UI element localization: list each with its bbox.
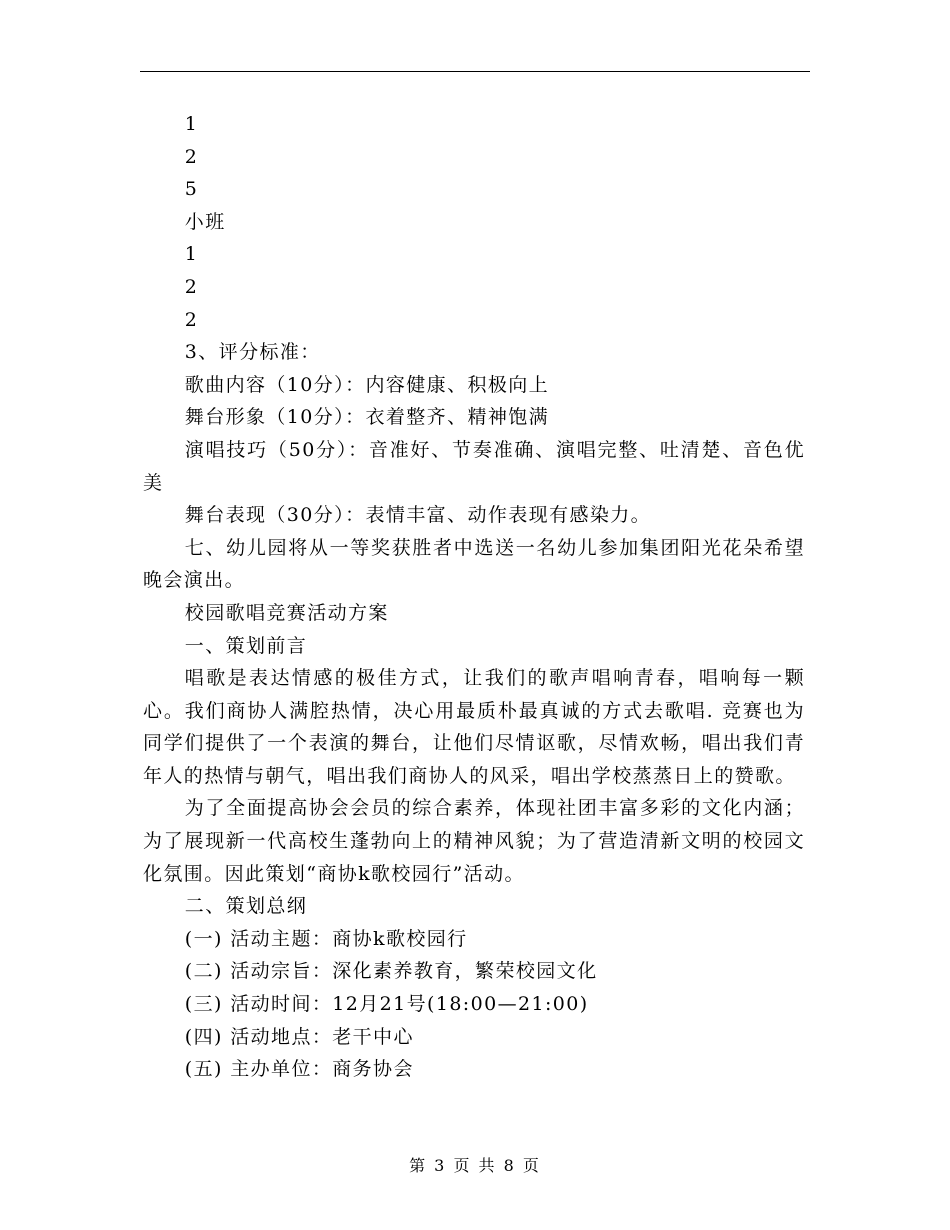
class-label: 小班: [184, 210, 226, 233]
preface-paragraph: 唱歌是表达情感的极佳方式，让我们的歌声唱响青春，唱响每一颗心。我们商协人满腔热情，决心用最质朴最真诚的方式去歌唱. 竞赛也为同学们提供了一个表演的舞台，让他们尽情讴歌，尽情欢畅，唱出我们青年人的热情与朝气，唱出我们商协人的风采，唱出学校蒸蒸日上的赞歌。: [143, 667, 805, 787]
scoring-item-performance: 舞台表现（30分）：表情丰富、动作表现有感染力。: [184, 504, 652, 527]
list-number: 1: [184, 113, 199, 135]
list-number: 2: [184, 145, 199, 168]
outline-item-organizer: (五) 主办单位：商务协会: [184, 1058, 414, 1081]
scoring-item-content: 歌曲内容（10分）：内容健康、积极向上: [184, 373, 550, 396]
plan-title: 校园歌唱竞赛活动方案: [184, 601, 389, 624]
purpose-paragraph: 为了全面提高协会会员的综合素养，体现社团丰富多彩的文化内涵；为了展现新一代高校生蓬勃向上的精神风貌；为了营造清新文明的校园文化氛围。因此策划“商协k歌校园行”活动。: [143, 797, 805, 885]
outline-item-location: (四) 活动地点：老干中心: [184, 1025, 414, 1048]
section-heading-outline: 二、策划总纲: [184, 895, 308, 918]
scoring-item-skill: 演唱技巧（50分）：音准好、节奏准确、演唱完整、吐清楚、音色优美: [143, 438, 805, 494]
list-number: 5: [184, 178, 199, 201]
section-heading-preface: 一、策划前言: [184, 634, 308, 657]
list-number: 1: [184, 243, 199, 266]
outline-item-aim: (二) 活动宗旨：深化素养教育，繁荣校园文化: [184, 960, 598, 983]
scoring-heading: 3、评分标准：: [184, 341, 321, 364]
outline-item-theme: (一) 活动主题：商协k歌校园行: [184, 927, 468, 950]
document-body: [143, 108, 805, 1086]
section-seven-paragraph: 七、幼儿园将从一等奖获胜者中选送一名幼儿参加集团阳光花朵希望晚会演出。: [143, 536, 805, 592]
outline-item-time: (三) 活动时间：12月21号(18:00—21:00): [184, 993, 589, 1016]
header-rule: [140, 71, 810, 72]
list-number: 2: [184, 275, 199, 298]
scoring-item-image: 舞台形象（10分）：衣着整齐、精神饱满: [184, 406, 550, 429]
list-number: 2: [184, 308, 199, 331]
page-number: 第 3 页 共 8 页: [409, 1156, 541, 1175]
